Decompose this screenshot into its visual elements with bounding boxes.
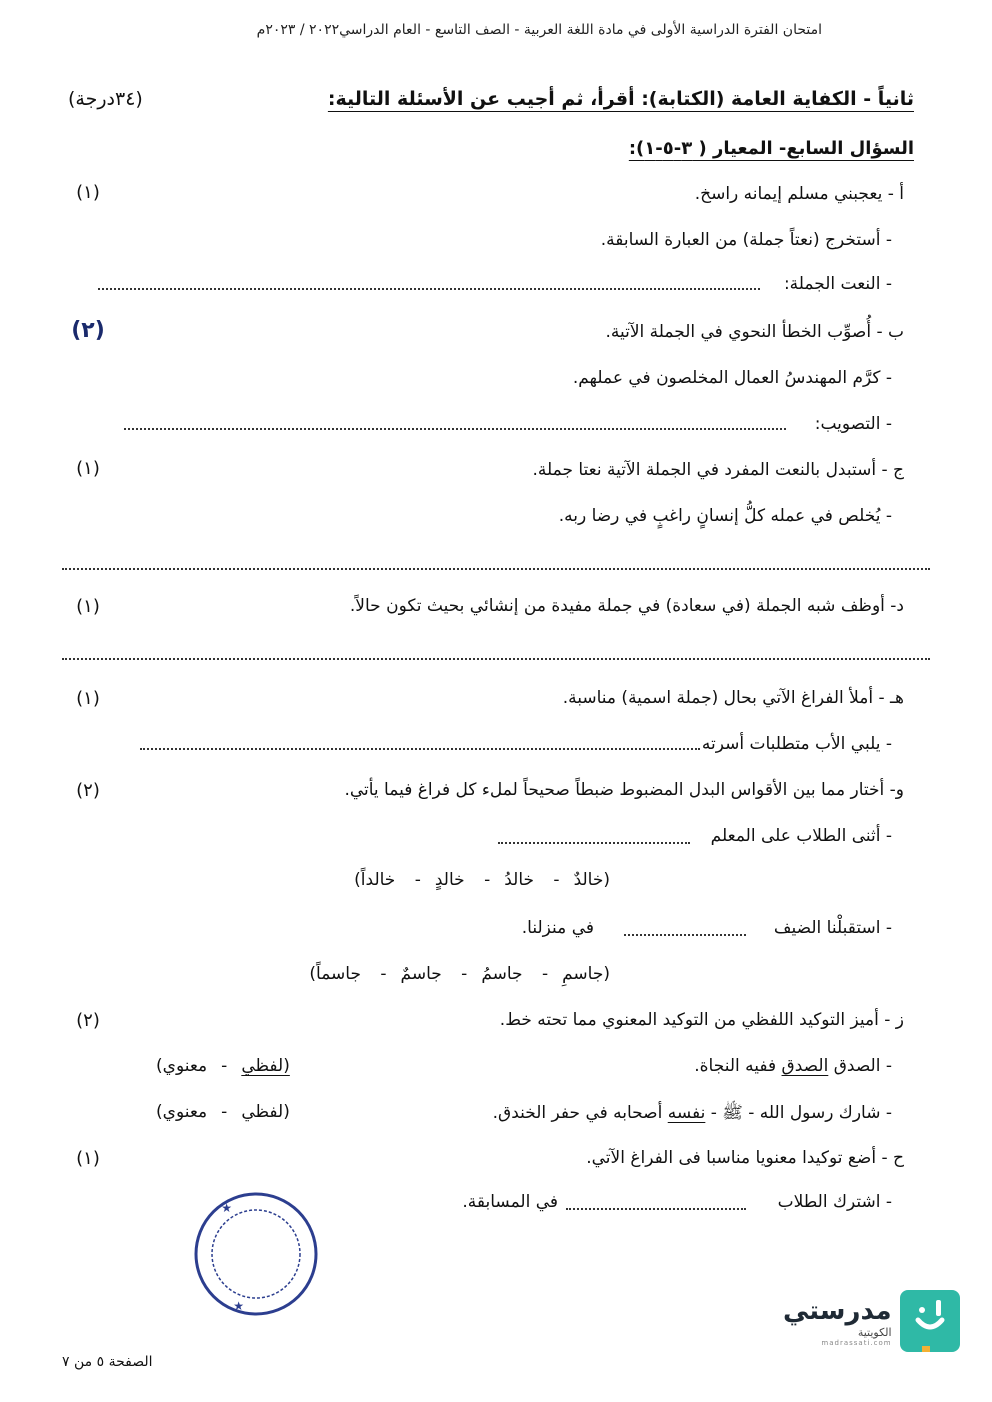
item-w-answer-2[interactable] [624, 934, 746, 936]
item-h-label: هـ - أملأ الفراغ الآتي بحال (جملة اسمية) مناسبة. [562, 688, 904, 708]
option-manawi[interactable]: معنوي) [156, 1056, 208, 1076]
item-w-sentence-2-end: في منزلنا. [521, 918, 594, 938]
item-z-options-2 [156, 1102, 290, 1122]
item-z-sentence-1 [694, 1056, 892, 1076]
item-d-label: د- أوظف شبه الجملة (في سعادة) في جملة مفيدة من إنشائي بحيث تكون حالاً. [349, 596, 904, 616]
z-s1-pre: - الصدق [833, 1056, 892, 1076]
choice[interactable]: خالدُ [504, 870, 535, 890]
school-stamp [192, 1190, 320, 1318]
item-b-answer-label: - التصويب: [814, 414, 892, 434]
item-b-sentence: - كرَّم المهندسُ العمال المخلصون في عملهم. [572, 368, 892, 388]
logo-country: الكويتية [857, 1325, 892, 1339]
z-s2-pre: - شارك رسول الله - ﷺ - [710, 1103, 892, 1123]
item-a-label: أ - يعجبني مسلم إيمانه راسخ. [694, 184, 904, 204]
choice[interactable]: جاسمٌ [400, 964, 442, 984]
item-b-answer-line[interactable] [124, 428, 786, 430]
z-s2-post: أصحابه في حفر الخندق. [492, 1103, 663, 1123]
item-d-answer-line[interactable] [62, 658, 930, 660]
madrassati-logo [783, 1290, 960, 1352]
item-t-label: ح - أضع توكيدا معنويا مناسبا فى الفراغ الآتي. [586, 1148, 904, 1168]
z-s1-post: ففيه النجاة. [694, 1056, 777, 1076]
option-sep: - [221, 1056, 228, 1076]
item-d-mark: (١) [76, 596, 100, 617]
option-lafzi[interactable]: (لفظي [241, 1102, 290, 1122]
item-t-sentence-end: في المسابقة. [462, 1192, 558, 1212]
choice[interactable]: (جاسمِ [562, 964, 610, 984]
logo-name: مدرستي [783, 1295, 892, 1326]
item-z-mark: (٢) [76, 1010, 100, 1031]
option-manawi[interactable]: معنوي) [156, 1102, 208, 1122]
choice[interactable]: خالدٍ [434, 870, 465, 890]
option-lafzi[interactable]: (لفظي [241, 1056, 290, 1076]
z-s1-underlined: الصدق [781, 1056, 829, 1076]
item-w-mark: (٢) [76, 780, 100, 801]
item-w-answer-1[interactable] [498, 842, 690, 844]
item-c-label: ج - أستبدل بالنعت المفرد في الجملة الآتية نعتا جملة. [532, 460, 904, 480]
section-total-mark: (٣٤درجة) [68, 88, 143, 110]
item-h-answer-line[interactable] [140, 748, 700, 750]
item-z-label: ز - أميز التوكيد اللفظي من التوكيد المعنوي مما تحته خط. [499, 1010, 904, 1030]
option-sep: - [221, 1102, 228, 1122]
item-z-sentence-2 [493, 1102, 892, 1127]
item-a-instruction: - أستخرج (نعتاً جملة) من العبارة السابقة. [600, 230, 892, 250]
item-w-sentence-1: - أثنى الطلاب على المعلم [710, 826, 892, 846]
item-h-mark: (١) [76, 688, 100, 709]
item-t-sentence-start: - اشترك الطلاب [777, 1192, 892, 1212]
svg-text:★: ★ [233, 1299, 244, 1313]
choice[interactable]: (خالدٌ [573, 870, 610, 890]
z-s2-underlined: نفسه [667, 1103, 706, 1123]
item-h-sentence: - يلبي الأب متطلبات أسرته [701, 734, 892, 754]
page-number: الصفحة ٥ من ٧ [62, 1354, 153, 1370]
item-a-answer-label: - النعت الجملة: [783, 274, 892, 294]
item-w-sentence-2-start: - استقبلْنا الضيف [773, 918, 892, 938]
choice[interactable]: جاسمُ [481, 964, 523, 984]
logo-url: madrassati.com [821, 1338, 892, 1347]
item-a-mark: (١) [76, 182, 100, 203]
item-a-answer-line[interactable] [98, 288, 760, 290]
item-c-sentence: - يُخلص في عمله كلُّ إنسانٍ راغبٍ في رضا ربه. [558, 506, 892, 526]
item-b-mark: (٢) [71, 318, 105, 343]
item-w-choices-2: (جاسمِ- جاسمُ- جاسمٌ- جاسماً) [309, 964, 610, 984]
svg-text:★: ★ [221, 1201, 232, 1215]
logo-icon [900, 1290, 960, 1352]
item-w-choices-1: (خالدٌ- خالدُ- خالدٍ- خالداً) [354, 870, 610, 890]
choice[interactable]: خالداً) [354, 870, 396, 890]
item-c-answer-line[interactable] [62, 568, 930, 570]
item-c-mark: (١) [76, 458, 100, 479]
item-t-mark: (١) [76, 1148, 100, 1169]
item-t-answer-line[interactable] [566, 1208, 746, 1210]
item-b-label: ب - أُصوِّب الخطأ النحوي في الجملة الآتية. [605, 322, 904, 342]
question-title: السؤال السابع- المعيار ( ٣-٥-١): [628, 138, 914, 159]
choice[interactable]: جاسماً) [309, 964, 361, 984]
item-z-options-1 [156, 1056, 290, 1076]
exam-header: امتحان الفترة الدراسية الأولى في مادة اللغة العربية - الصف التاسع - العام الدراسي٢٠٢٢ / ٢٠٢٣م [256, 22, 822, 38]
section-title: ثانياً - الكفاية العامة (الكتابة): أقرأ، ثم أجيب عن الأسئلة التالية: [327, 88, 914, 110]
item-w-label: و- أختار مما بين الأقواس البدل المضبوط ضبطاً صحيحاً لملء كل فراغ فيما يأتي. [344, 780, 904, 800]
